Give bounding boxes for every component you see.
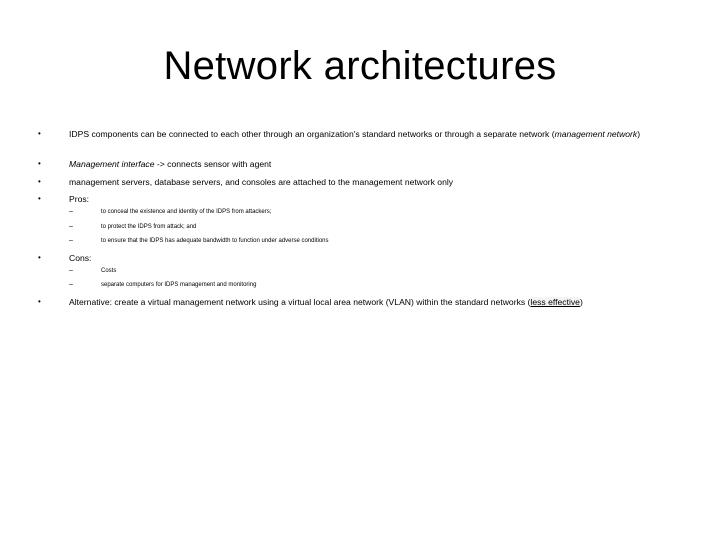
management-interface-emphasis: Management interface (69, 159, 155, 169)
bullet-item-management-servers (69, 176, 659, 188)
bullet-text: -> connects sensor with agent (154, 159, 272, 169)
bullet-item-cons (69, 252, 659, 264)
dash-marker: – (69, 208, 73, 215)
dash-marker: – (69, 281, 73, 288)
bullet-marker: • (38, 253, 41, 262)
bullet-marker: • (38, 159, 41, 168)
bullet-text: Alternative: create a virtual management network using a virtual local area network (VLAN) within the standard networks ( (69, 297, 531, 307)
slide-title: Network architectures (163, 44, 557, 88)
bullet-text-end: ) (579, 297, 583, 307)
dash-marker: – (69, 237, 73, 244)
bullet-text-end: ) (637, 129, 641, 139)
bullet-item-idps-components (69, 128, 659, 140)
pros-label: Pros: (69, 194, 90, 204)
bullet-marker: • (38, 297, 41, 306)
bullet-text: IDPS components can be connected to each other through an organization's standard networks or through a separate network ( (69, 129, 555, 139)
pros-subitem: to conceal the existence and identity of the IDPS from attackers; (101, 209, 272, 215)
cons-label: Cons: (69, 253, 92, 263)
pros-subitem: to protect the IDPS from attack; and (101, 224, 197, 230)
bullet-item-pros (69, 193, 659, 205)
bullet-item-alternative (69, 296, 659, 308)
bullet-text: management servers, database servers, and consoles are attached to the management network only (69, 177, 454, 187)
cons-subitem: Costs (101, 268, 117, 274)
management-network-emphasis: management network (554, 129, 638, 139)
pros-subitem: to ensure that the IDPS has adequate bandwidth to function under adverse conditions (101, 238, 329, 244)
less-effective-highlight: less effective (530, 297, 580, 307)
dash-marker: – (69, 223, 73, 230)
bullet-marker: • (38, 177, 41, 186)
bullet-marker: • (38, 129, 41, 138)
dash-marker: – (69, 267, 73, 274)
bullet-marker: • (38, 194, 41, 203)
cons-subitem: separate computers for IDPS management and monitoring (101, 282, 257, 288)
bullet-item-management-interface (69, 158, 659, 170)
